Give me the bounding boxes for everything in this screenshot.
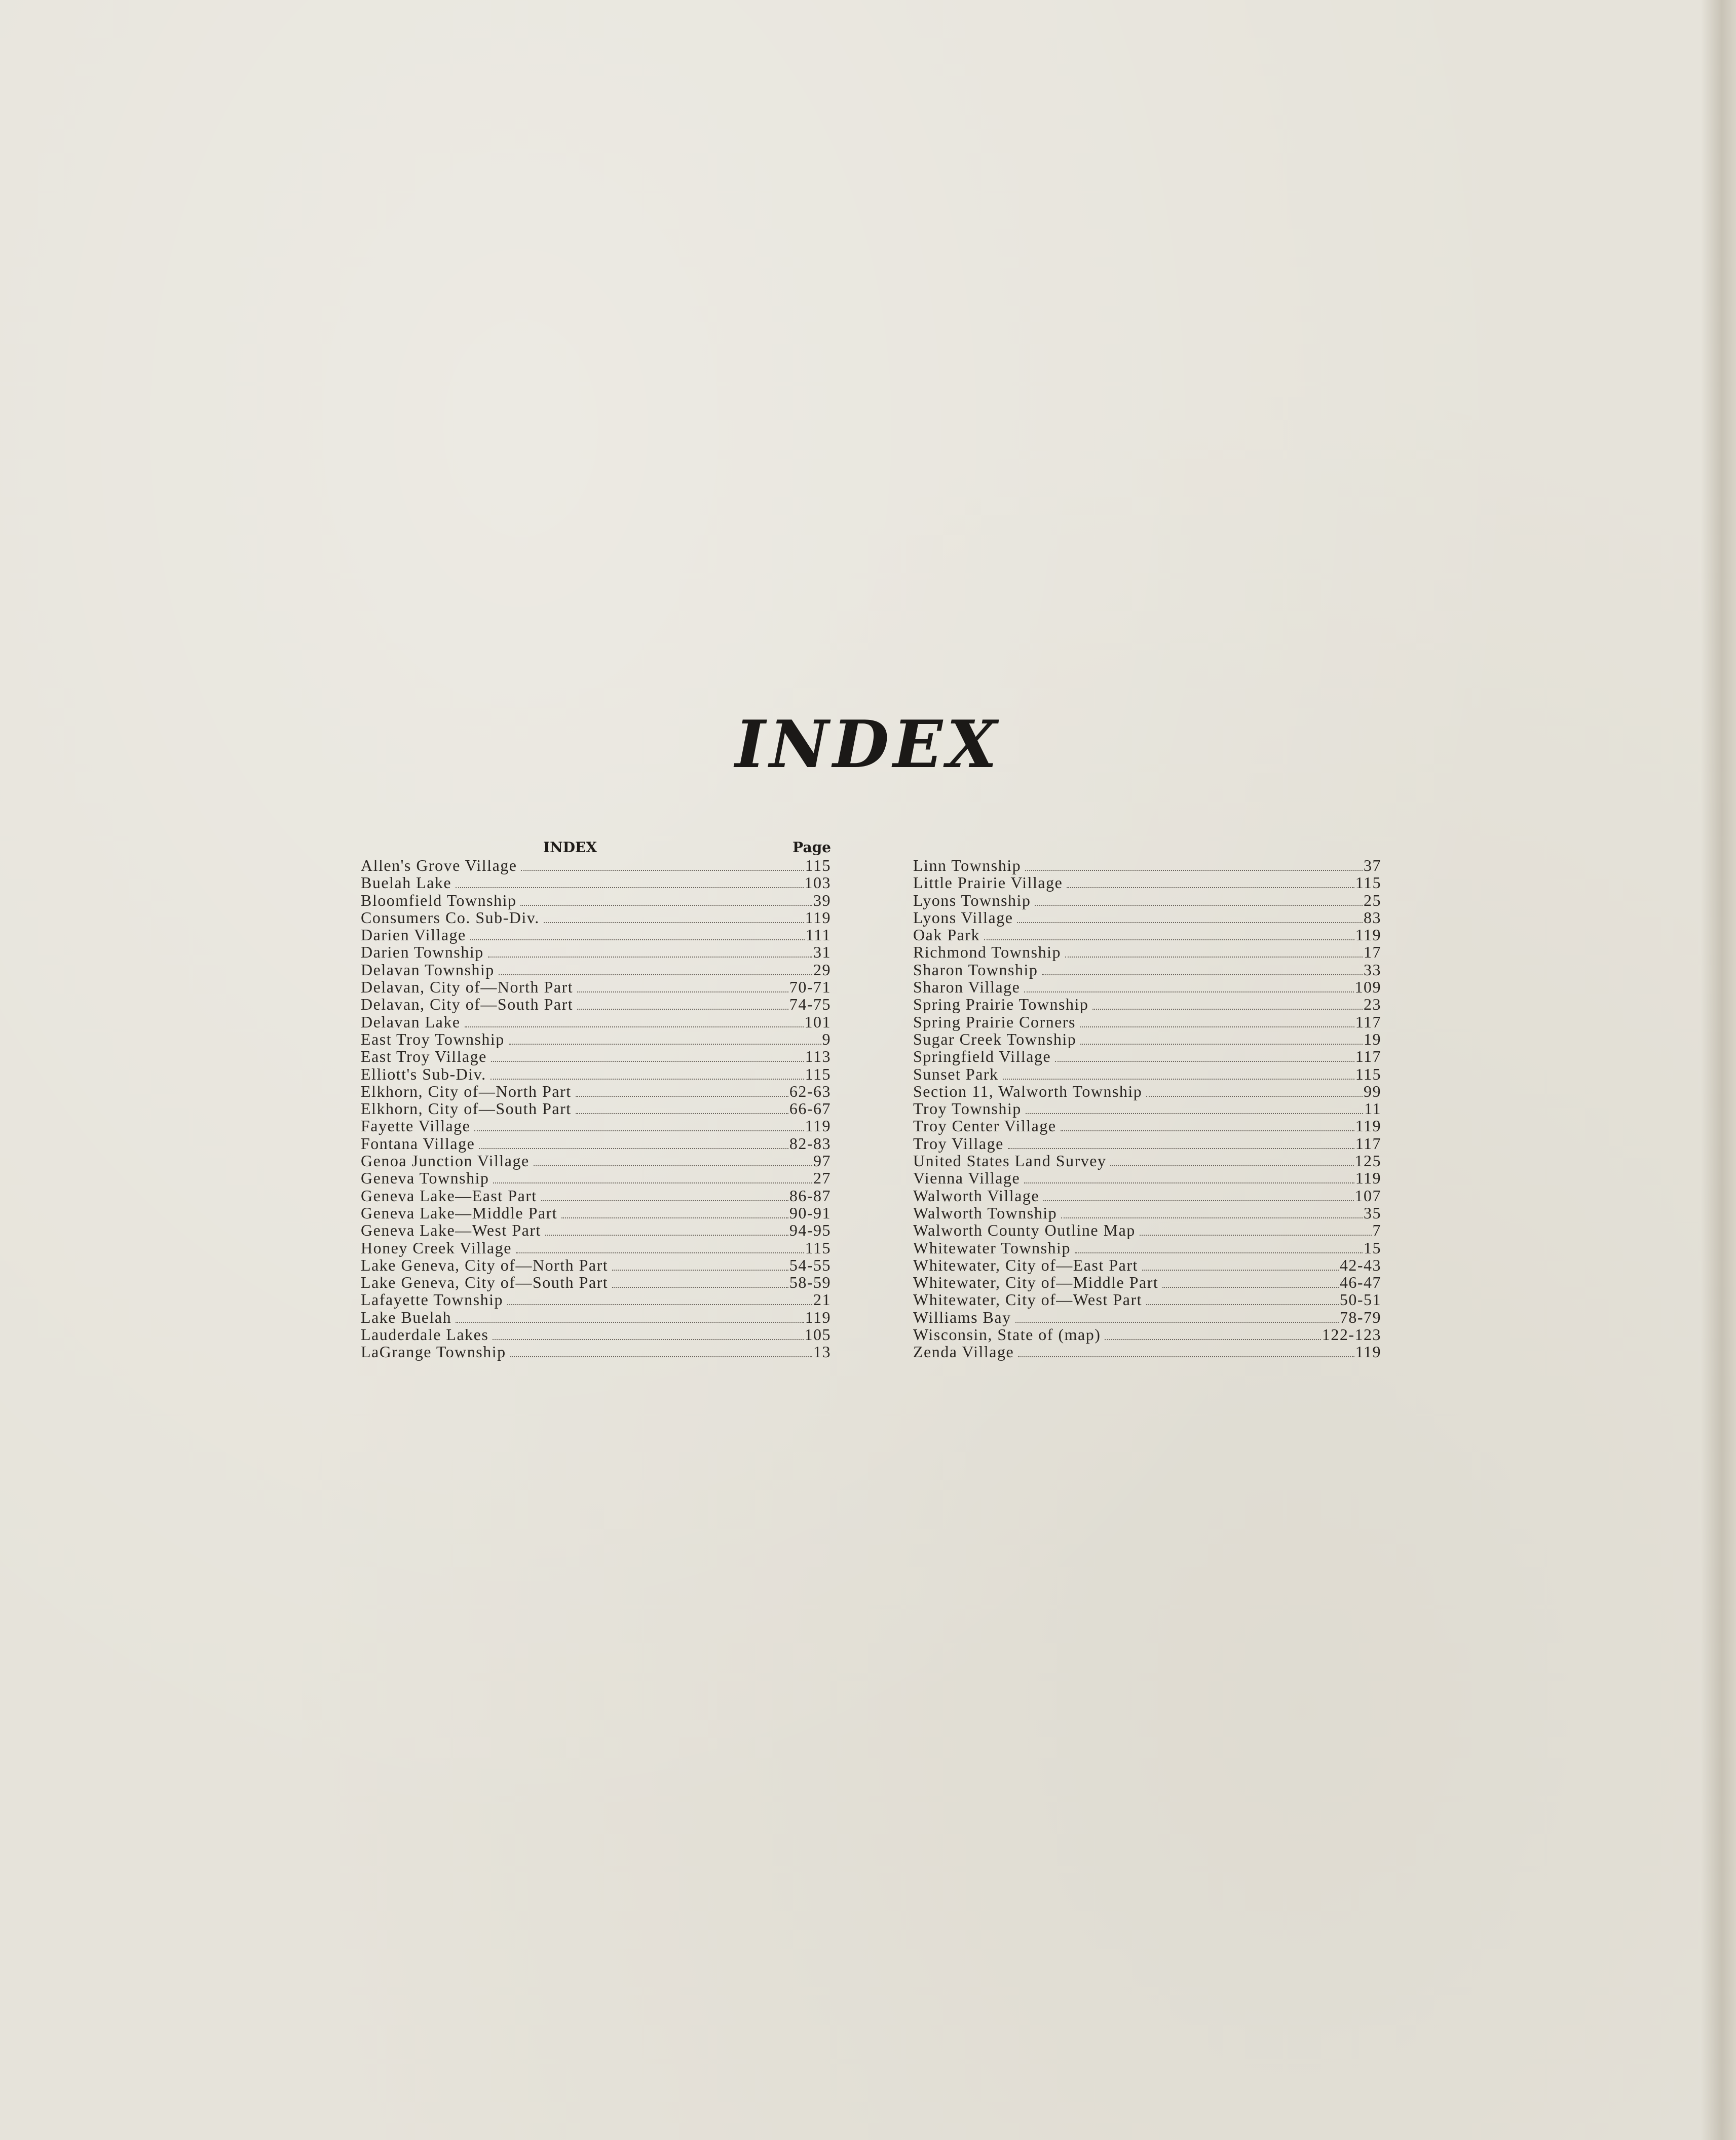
dot-leader (493, 1182, 812, 1183)
entry-page: 101 (804, 1012, 831, 1031)
index-entry (361, 1326, 831, 1343)
entry-page: 119 (1355, 1169, 1381, 1188)
index-entry (361, 892, 831, 909)
entry-page: 117 (1355, 1047, 1381, 1066)
dot-leader (490, 1079, 804, 1080)
entry-page: 58-59 (789, 1273, 831, 1292)
entry-name: Buelah Lake (361, 873, 452, 892)
entry-page: 122-123 (1322, 1325, 1381, 1344)
index-entry (913, 1187, 1381, 1204)
index-list-right (913, 857, 1381, 1361)
dot-leader (520, 905, 812, 906)
entry-page: 15 (1364, 1238, 1381, 1257)
index-entry (361, 1100, 831, 1117)
entry-page: 119 (1355, 1343, 1381, 1361)
dot-leader (470, 939, 805, 940)
dot-leader (577, 991, 788, 992)
entry-name: Delavan, City of—North Part (361, 978, 574, 997)
dot-leader (493, 1339, 803, 1340)
entry-page: 39 (813, 891, 831, 909)
entry-page: 82-83 (789, 1134, 831, 1153)
entry-page: 17 (1364, 943, 1381, 962)
entry-page: 62-63 (789, 1082, 831, 1100)
entry-name: Allen's Grove Village (361, 856, 517, 874)
dot-leader (465, 1026, 804, 1027)
dot-leader (1067, 887, 1354, 888)
index-entry (361, 1065, 831, 1083)
dot-leader (1015, 1322, 1339, 1323)
index-entry (361, 1204, 831, 1221)
entry-name: Elliott's Sub-Div. (361, 1064, 486, 1083)
dot-leader (534, 1165, 812, 1166)
index-entry (913, 1117, 1381, 1134)
dot-leader (516, 1252, 804, 1253)
entry-page: 11 (1364, 1099, 1381, 1118)
index-entry (361, 996, 831, 1013)
entry-page: 31 (813, 943, 831, 962)
entry-page: 13 (813, 1343, 831, 1361)
entry-name: Geneva Lake—West Part (361, 1221, 541, 1240)
entry-name: Troy Township (913, 1099, 1022, 1118)
dot-leader (1061, 1217, 1363, 1218)
entry-page: 109 (1354, 978, 1381, 997)
index-entry (361, 1256, 831, 1274)
entry-name: Williams Bay (913, 1308, 1011, 1326)
dot-leader (1105, 1339, 1320, 1340)
dot-leader (474, 1130, 804, 1131)
column-header (361, 838, 831, 857)
entry-page: 115 (805, 1238, 831, 1257)
index-entry (361, 1117, 831, 1134)
index-entry (361, 1048, 831, 1065)
entry-name: Delavan, City of—South Part (361, 995, 574, 1014)
index-entry (913, 1013, 1381, 1030)
dot-leader (479, 1148, 788, 1149)
index-entry (913, 1309, 1381, 1326)
entry-name: East Troy Township (361, 1029, 505, 1048)
entry-name: Darien Village (361, 926, 466, 944)
dot-leader (541, 1200, 788, 1201)
dot-leader (576, 1096, 788, 1097)
entry-name: Honey Creek Village (361, 1238, 512, 1257)
index-entry (913, 1239, 1381, 1256)
entry-page: 23 (1364, 995, 1381, 1014)
entry-name: Spring Prairie Township (913, 995, 1089, 1014)
entry-page: 113 (805, 1047, 831, 1066)
entry-name: Whitewater Township (913, 1238, 1071, 1257)
entry-page: 119 (805, 908, 831, 927)
entry-name: Lafayette Township (361, 1290, 503, 1309)
index-entry (361, 1135, 831, 1152)
dot-leader (612, 1287, 788, 1288)
index-entry (913, 1135, 1381, 1152)
index-entry (361, 1343, 831, 1360)
entry-name: Springfield Village (913, 1047, 1051, 1066)
entry-name: Troy Center Village (913, 1117, 1056, 1135)
entry-name: Lyons Township (913, 891, 1031, 909)
dot-leader (1146, 1096, 1363, 1097)
entry-page: 94-95 (789, 1221, 831, 1240)
entry-name: Walworth Township (913, 1203, 1058, 1222)
entry-name: Wisconsin, State of (map) (913, 1325, 1101, 1344)
entry-name: Vienna Village (913, 1169, 1021, 1188)
entry-name: Linn Township (913, 856, 1022, 874)
dot-leader (1025, 870, 1363, 871)
index-entry (913, 996, 1381, 1013)
dot-leader (1146, 1304, 1339, 1305)
dot-leader (488, 957, 812, 958)
dot-leader (545, 1235, 788, 1236)
entry-page: 46-47 (1339, 1273, 1381, 1292)
index-entry (361, 1221, 831, 1239)
entry-name: Little Prairie Village (913, 873, 1063, 892)
entry-page: 107 (1354, 1186, 1381, 1205)
entry-name: Lake Geneva, City of—North Part (361, 1255, 609, 1274)
dot-leader (1017, 922, 1363, 923)
entry-page: 70-71 (789, 978, 831, 997)
index-entry (361, 1291, 831, 1308)
entry-page: 50-51 (1339, 1290, 1381, 1309)
entry-page: 54-55 (789, 1255, 831, 1274)
index-entry (361, 1169, 831, 1187)
entry-name: Troy Village (913, 1134, 1004, 1153)
entry-page: 9 (822, 1029, 831, 1048)
entry-page: 103 (804, 873, 831, 892)
dot-leader (510, 1356, 812, 1357)
entry-name: Geneva Lake—Middle Part (361, 1203, 558, 1222)
index-entry (913, 892, 1381, 909)
entry-name: Delavan Township (361, 960, 495, 979)
entry-page: 97 (813, 1152, 831, 1170)
entry-name: Sharon Township (913, 960, 1038, 979)
index-entry (913, 1326, 1381, 1343)
dot-leader (1061, 1130, 1354, 1131)
dot-leader (1092, 1009, 1363, 1010)
dot-leader (1024, 1182, 1354, 1183)
index-entry (361, 1274, 831, 1291)
entry-name: Section 11, Walworth Township (913, 1082, 1143, 1100)
entry-name: Spring Prairie Corners (913, 1012, 1076, 1031)
entry-name: Fayette Village (361, 1117, 471, 1135)
entry-page: 99 (1364, 1082, 1381, 1100)
entry-name: LaGrange Township (361, 1343, 506, 1361)
index-entry (913, 1100, 1381, 1117)
entry-name: Genoa Junction Village (361, 1152, 530, 1170)
entry-page: 119 (1355, 1117, 1381, 1135)
entry-page: 21 (813, 1290, 831, 1309)
entry-name: Lake Buelah (361, 1308, 452, 1326)
index-entry (361, 1187, 831, 1204)
dot-leader (577, 1009, 788, 1010)
index-entry (913, 1152, 1381, 1169)
index-entry (361, 1083, 831, 1100)
entry-name: Oak Park (913, 926, 980, 944)
entry-name: Lyons Village (913, 908, 1013, 927)
entry-name: Consumers Co. Sub-Div. (361, 908, 540, 927)
dot-leader (544, 922, 804, 923)
dot-leader (1162, 1287, 1339, 1288)
dot-leader (1042, 974, 1363, 975)
dot-leader (1110, 1165, 1353, 1166)
index-entry (361, 978, 831, 996)
entry-page: 35 (1364, 1203, 1381, 1222)
index-entry (361, 857, 831, 874)
entry-page: 29 (813, 960, 831, 979)
dot-leader (612, 1270, 788, 1271)
entry-name: Walworth Village (913, 1186, 1040, 1205)
entry-page: 119 (1355, 926, 1381, 944)
index-entry (361, 943, 831, 961)
index-entry (913, 1291, 1381, 1308)
dot-leader (1140, 1235, 1372, 1236)
entry-page: 19 (1364, 1029, 1381, 1048)
entry-name: Whitewater, City of—West Part (913, 1290, 1142, 1309)
dot-leader (1008, 1148, 1354, 1149)
entry-page: 66-67 (789, 1099, 831, 1118)
index-entry (361, 1013, 831, 1030)
dot-leader (561, 1217, 788, 1218)
index-entry (913, 1048, 1381, 1065)
entry-name: Sunset Park (913, 1064, 999, 1083)
entry-page: 119 (805, 1117, 831, 1135)
entry-name: Lauderdale Lakes (361, 1325, 489, 1344)
dot-leader (1003, 1079, 1354, 1080)
entry-page: 25 (1364, 891, 1381, 909)
entry-name: Richmond Township (913, 943, 1062, 962)
index-entry (913, 1256, 1381, 1274)
index-entry (913, 1030, 1381, 1048)
index-entry (913, 1065, 1381, 1083)
dot-leader (1080, 1026, 1354, 1027)
entry-page: 78-79 (1339, 1308, 1381, 1326)
index-entry (913, 961, 1381, 978)
entry-page: 27 (813, 1169, 831, 1188)
dot-leader (507, 1304, 812, 1305)
index-entry (361, 926, 831, 943)
page-title: INDEX (735, 707, 1001, 783)
entry-name: East Troy Village (361, 1047, 487, 1066)
index-entry (913, 909, 1381, 926)
dot-leader (521, 870, 804, 871)
entry-page: 115 (1355, 873, 1381, 892)
index-entry (913, 1083, 1381, 1100)
index-entry (361, 1239, 831, 1256)
dot-leader (1043, 1200, 1353, 1201)
entry-page: 86-87 (789, 1186, 831, 1205)
dot-leader (1018, 1356, 1354, 1357)
index-entry (913, 926, 1381, 943)
dot-leader (1075, 1252, 1363, 1253)
dot-leader (1080, 1044, 1363, 1045)
entry-page: 115 (805, 856, 831, 874)
entry-page: 33 (1364, 960, 1381, 979)
index-column-right (913, 857, 1381, 1361)
index-entry (361, 1152, 831, 1169)
dot-leader (1026, 1113, 1363, 1114)
index-column-left (361, 838, 831, 1361)
header-index-label: INDEX (543, 839, 597, 856)
entry-name: Delavan Lake (361, 1012, 461, 1031)
entry-page: 7 (1372, 1221, 1381, 1240)
dot-leader (509, 1044, 821, 1045)
entry-page: 125 (1354, 1152, 1381, 1170)
entry-name: Lake Geneva, City of—South Part (361, 1273, 609, 1292)
index-entry (913, 857, 1381, 874)
dot-leader (1055, 1061, 1354, 1062)
index-entry (913, 1169, 1381, 1187)
entry-page: 119 (805, 1308, 831, 1326)
entry-name: Sharon Village (913, 978, 1021, 997)
entry-name: Geneva Township (361, 1169, 489, 1188)
entry-name: Whitewater, City of—East Part (913, 1255, 1138, 1274)
page-edge-shadow (1701, 0, 1736, 2140)
dot-leader (576, 1113, 788, 1114)
index-entry (913, 978, 1381, 996)
index-entry (913, 1204, 1381, 1221)
entry-name: Elkhorn, City of—North Part (361, 1082, 572, 1100)
entry-name: Darien Township (361, 943, 484, 962)
index-entry (361, 874, 831, 891)
index-entry (913, 1221, 1381, 1239)
dot-leader (1142, 1270, 1339, 1271)
entry-page: 117 (1355, 1012, 1381, 1031)
entry-page: 105 (804, 1325, 831, 1344)
index-entry (361, 1309, 831, 1326)
entry-page: 42-43 (1339, 1255, 1381, 1274)
dot-leader (1065, 957, 1363, 958)
index-entry (913, 1274, 1381, 1291)
dot-leader (1035, 905, 1363, 906)
dot-leader (456, 887, 803, 888)
dot-leader (499, 974, 812, 975)
entry-name: Elkhorn, City of—South Part (361, 1099, 572, 1118)
entry-page: 83 (1364, 908, 1381, 927)
header-page-label: Page (792, 839, 831, 856)
entry-page: 37 (1364, 856, 1381, 874)
index-entry (361, 961, 831, 978)
entry-name: Zenda Village (913, 1343, 1014, 1361)
entry-page: 115 (1355, 1064, 1381, 1083)
index-entry (361, 1030, 831, 1048)
entry-name: Sugar Creek Township (913, 1029, 1077, 1048)
entry-name: Whitewater, City of—Middle Part (913, 1273, 1159, 1292)
entry-page: 111 (805, 926, 831, 944)
index-list-left (361, 857, 831, 1361)
dot-leader (456, 1322, 804, 1323)
entry-name: Geneva Lake—East Part (361, 1186, 537, 1205)
entry-name: Walworth County Outline Map (913, 1221, 1136, 1240)
index-entry (913, 1343, 1381, 1360)
dot-leader (491, 1061, 804, 1062)
entry-name: United States Land Survey (913, 1152, 1107, 1170)
dot-leader (1024, 991, 1353, 992)
entry-page: 90-91 (789, 1203, 831, 1222)
index-entry (913, 943, 1381, 961)
index-entry (913, 874, 1381, 891)
entry-page: 74-75 (789, 995, 831, 1014)
entry-page: 115 (805, 1064, 831, 1083)
dot-leader (984, 939, 1354, 940)
entry-name: Fontana Village (361, 1134, 475, 1153)
entry-name: Bloomfield Township (361, 891, 517, 909)
index-entry (361, 909, 831, 926)
entry-page: 117 (1355, 1134, 1381, 1153)
